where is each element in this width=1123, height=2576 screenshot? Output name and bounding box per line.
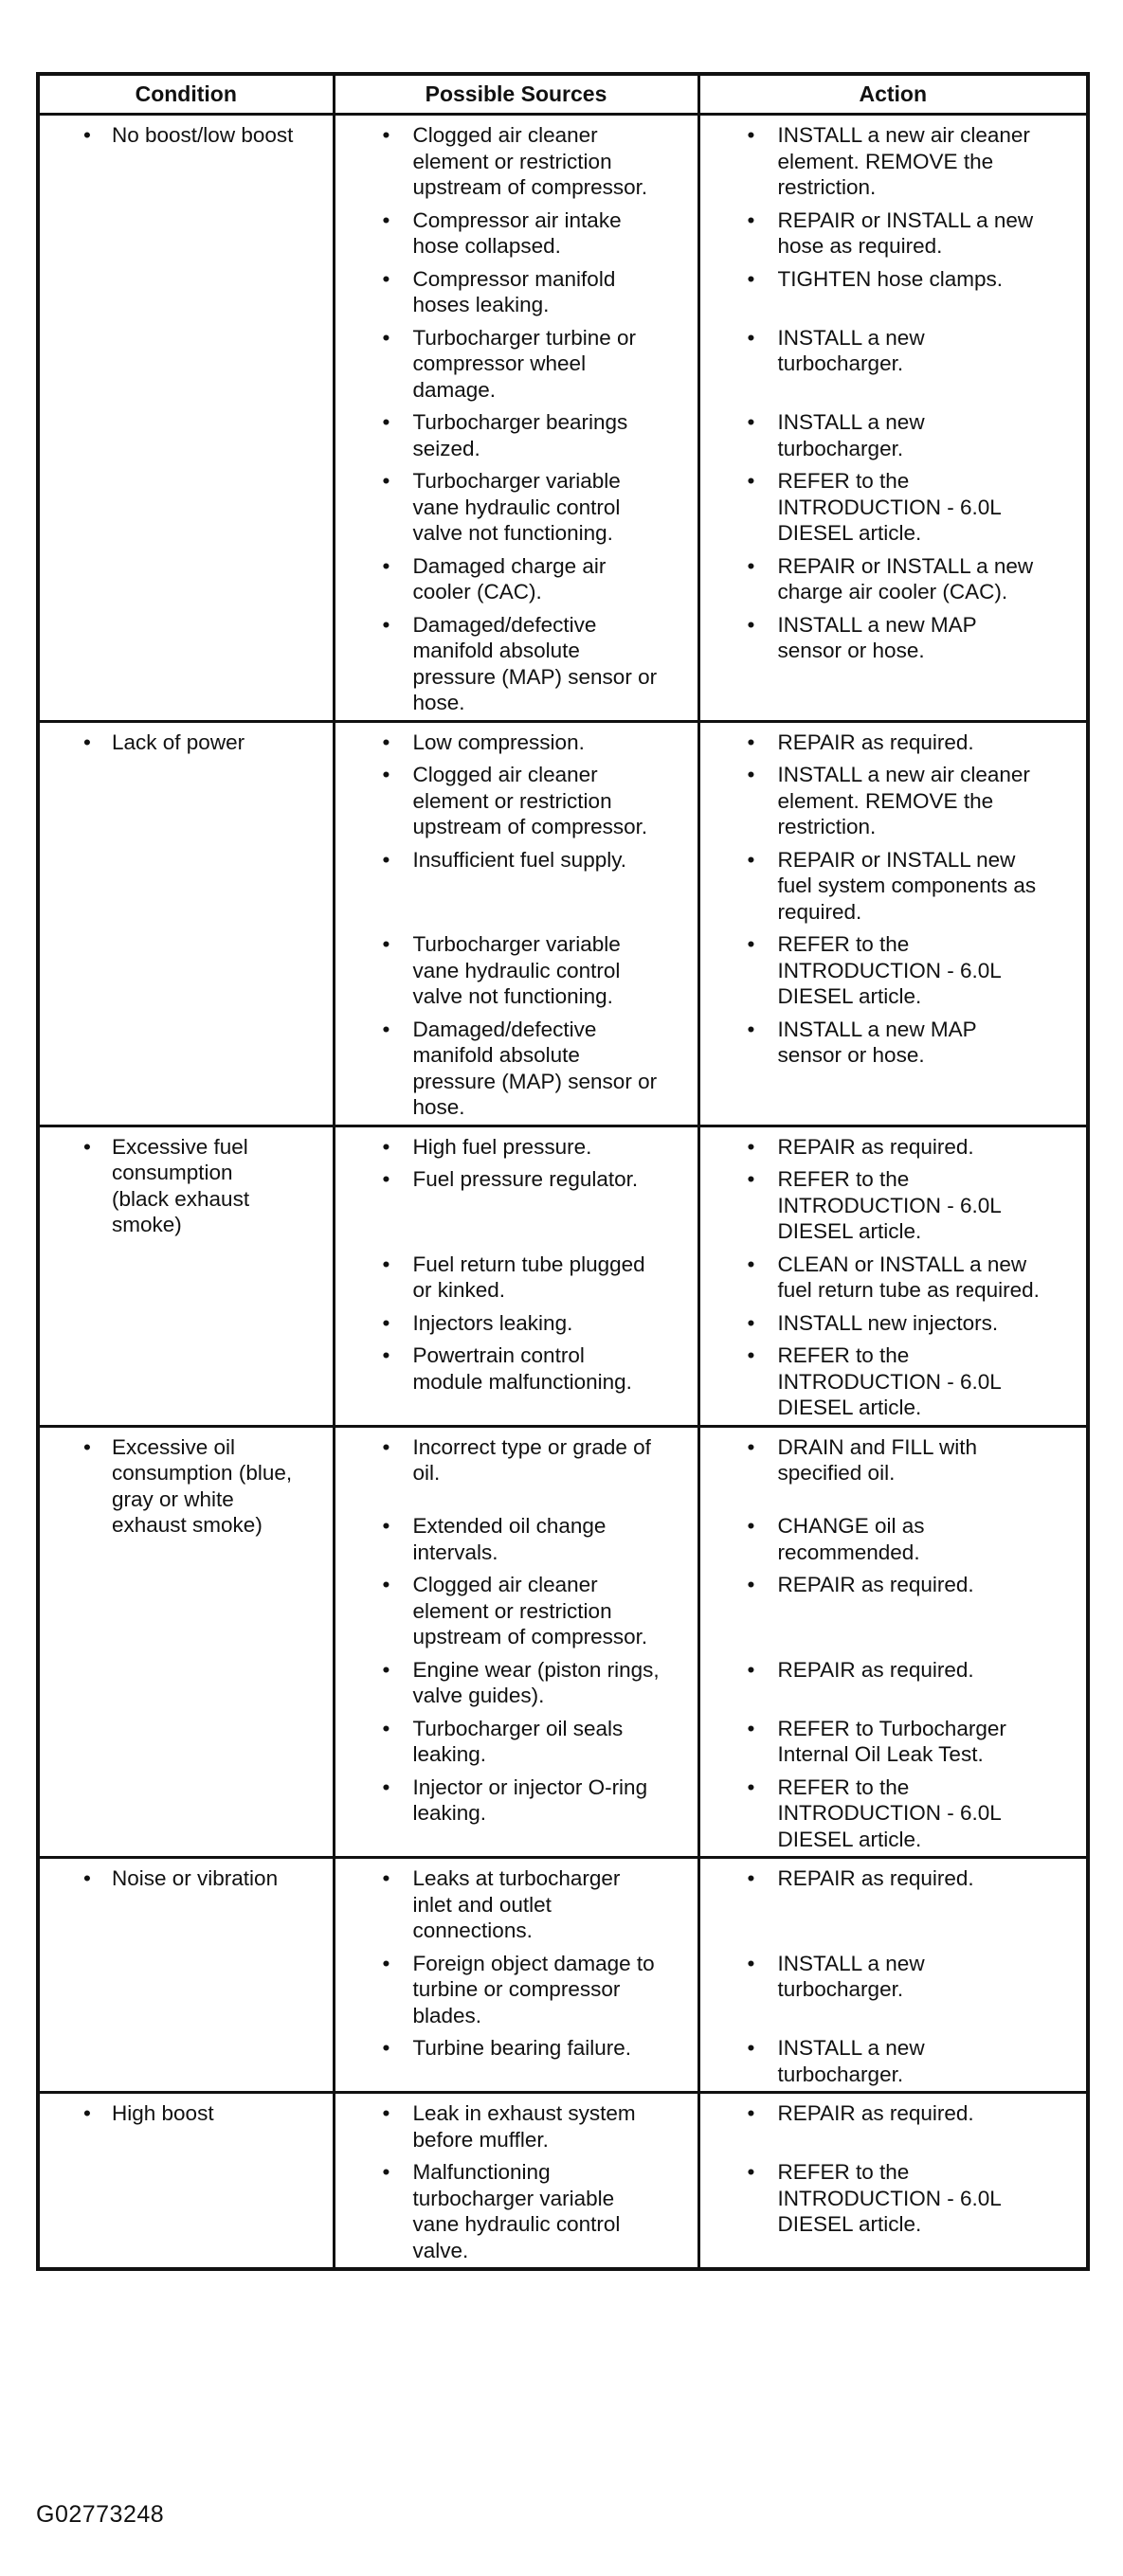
action-cell	[698, 1768, 1088, 1858]
action-cell	[698, 461, 1088, 547]
condition-text: • High boost	[40, 2100, 333, 2127]
table-row	[38, 1126, 1088, 1160]
source-cell	[334, 2028, 698, 2093]
source-text: • Injectors leaking.	[335, 1310, 697, 1337]
action-text: • REPAIR or INSTALL a new charge air cooler (CAC).	[700, 553, 1087, 605]
source-cell	[334, 1336, 698, 1426]
source-text: • Engine wear (piston rings, valve guides).	[335, 1657, 697, 1709]
source-text: • Compressor manifold hoses leaking.	[335, 266, 697, 318]
action-text: • REFER to the INTRODUCTION - 6.0L DIESEL article.	[700, 1166, 1087, 1245]
action-text: • REFER to the INTRODUCTION - 6.0L DIESEL article.	[700, 1774, 1087, 1853]
source-cell	[334, 1506, 698, 1565]
header-condition: Condition	[38, 74, 334, 115]
action-text: • REFER to the INTRODUCTION - 6.0L DIESEL article.	[700, 468, 1087, 547]
source-text: • Incorrect type or grade of oil.	[335, 1434, 697, 1486]
action-cell	[698, 403, 1088, 461]
action-cell	[698, 840, 1088, 926]
action-text: • REPAIR as required.	[700, 1572, 1087, 1598]
source-text: • Leak in exhaust system before muffler.	[335, 2100, 697, 2153]
action-text: • INSTALL a new MAP sensor or hose.	[700, 612, 1087, 664]
action-cell	[698, 1709, 1088, 1768]
action-text: • CLEAN or INSTALL a new fuel return tube as required.	[700, 1252, 1087, 1304]
action-cell	[698, 115, 1088, 201]
source-text: • Leaks at turbocharger inlet and outlet connections.	[335, 1865, 697, 1944]
action-text: • INSTALL a new turbocharger.	[700, 2035, 1087, 2087]
action-cell	[698, 1126, 1088, 1160]
source-cell	[334, 1944, 698, 2029]
source-cell	[334, 115, 698, 201]
source-text: • Turbocharger variable vane hydraulic control valve not functioning.	[335, 931, 697, 1010]
source-cell	[334, 925, 698, 1010]
condition-cell	[38, 1126, 334, 1426]
action-text: • REFER to Turbocharger Internal Oil Leak Test.	[700, 1716, 1087, 1768]
table-row	[38, 115, 1088, 201]
source-text: • Clogged air cleaner element or restriction upstream of compressor.	[335, 122, 697, 201]
source-text: • Extended oil change intervals.	[335, 1513, 697, 1565]
source-cell	[334, 1126, 698, 1160]
condition-text: • Lack of power	[40, 730, 333, 756]
source-text: • Clogged air cleaner element or restriction upstream of compressor.	[335, 1572, 697, 1650]
header-possible-sources: Possible Sources	[334, 74, 698, 115]
condition-cell	[38, 721, 334, 1126]
action-text: • REFER to the INTRODUCTION - 6.0L DIESEL article.	[700, 2159, 1087, 2238]
action-cell	[698, 925, 1088, 1010]
source-text: • Turbocharger bearings seized.	[335, 409, 697, 461]
source-cell	[334, 318, 698, 404]
action-cell	[698, 1245, 1088, 1304]
action-text: • INSTALL a new turbocharger.	[700, 1951, 1087, 2003]
action-text: • REFER to the INTRODUCTION - 6.0L DIESEL article.	[700, 1342, 1087, 1421]
source-cell	[334, 755, 698, 840]
source-text: • Fuel return tube plugged or kinked.	[335, 1252, 697, 1304]
action-cell	[698, 2093, 1088, 2153]
header-row	[38, 74, 1088, 115]
source-cell	[334, 1768, 698, 1858]
source-cell	[334, 2093, 698, 2153]
source-text: • Powertrain control module malfunctioning.	[335, 1342, 697, 1395]
action-cell	[698, 1304, 1088, 1337]
source-text: • Compressor air intake hose collapsed.	[335, 207, 697, 260]
source-text: • Turbocharger variable vane hydraulic control valve not functioning.	[335, 468, 697, 547]
action-text: • DRAIN and FILL with specified oil.	[700, 1434, 1087, 1486]
condition-text: • Excessive fuel consumption (black exhaust smoke)	[40, 1134, 333, 1238]
action-text: • REFER to the INTRODUCTION - 6.0L DIESEL article.	[700, 931, 1087, 1010]
source-cell	[334, 201, 698, 260]
action-cell	[698, 1506, 1088, 1565]
source-cell	[334, 2153, 698, 2269]
condition-cell	[38, 1858, 334, 2093]
action-text: • INSTALL a new turbocharger.	[700, 409, 1087, 461]
action-cell	[698, 721, 1088, 755]
action-text: • INSTALL a new turbocharger.	[700, 325, 1087, 377]
action-text: • INSTALL a new MAP sensor or hose.	[700, 1017, 1087, 1069]
action-text: • CHANGE oil as recommended.	[700, 1513, 1087, 1565]
table-body	[38, 115, 1088, 2270]
action-text: • REPAIR or INSTALL a new hose as required.	[700, 207, 1087, 260]
condition-text: • Excessive oil consumption (blue, gray or white exhaust smoke)	[40, 1434, 333, 1539]
source-text: • Foreign object damage to turbine or compressor blades.	[335, 1951, 697, 2029]
source-text: • Injector or injector O-ring leaking.	[335, 1774, 697, 1827]
source-cell	[334, 1010, 698, 1126]
action-text: • INSTALL a new air cleaner element. REMOVE the restriction.	[700, 762, 1087, 840]
source-cell	[334, 260, 698, 318]
action-cell	[698, 201, 1088, 260]
source-cell	[334, 547, 698, 605]
source-cell	[334, 1245, 698, 1304]
diagnosis-table	[36, 72, 1090, 2271]
source-text: • Turbocharger turbine or compressor wheel damage.	[335, 325, 697, 404]
table-row	[38, 721, 1088, 755]
action-cell	[698, 755, 1088, 840]
source-cell	[334, 1565, 698, 1650]
action-cell	[698, 260, 1088, 318]
action-text: • REPAIR as required.	[700, 1865, 1087, 1892]
action-cell	[698, 1426, 1088, 1506]
condition-text: • Noise or vibration	[40, 1865, 333, 1892]
source-text: • Turbocharger oil seals leaking.	[335, 1716, 697, 1768]
action-cell	[698, 547, 1088, 605]
condition-cell	[38, 115, 334, 722]
source-cell	[334, 1426, 698, 1506]
source-text: • High fuel pressure.	[335, 1134, 697, 1161]
table-row	[38, 1426, 1088, 1506]
action-text: • INSTALL a new air cleaner element. REMOVE the restriction.	[700, 122, 1087, 201]
action-text: • REPAIR as required.	[700, 1657, 1087, 1684]
source-text: • Damaged/defective manifold absolute pressure (MAP) sensor or hose.	[335, 1017, 697, 1121]
source-cell	[334, 403, 698, 461]
action-text: • REPAIR as required.	[700, 2100, 1087, 2127]
source-cell	[334, 1858, 698, 1944]
action-cell	[698, 1010, 1088, 1126]
action-cell	[698, 1650, 1088, 1709]
source-cell	[334, 605, 698, 722]
source-text: • Insufficient fuel supply.	[335, 847, 697, 874]
action-text: • REPAIR or INSTALL new fuel system components as required.	[700, 847, 1087, 926]
source-text: • Malfunctioning turbocharger variable vane hydraulic control valve.	[335, 2159, 697, 2263]
condition-cell	[38, 2093, 334, 2270]
table-row	[38, 2093, 1088, 2153]
condition-text: • No boost/low boost	[40, 122, 333, 149]
action-cell	[698, 1858, 1088, 1944]
action-cell	[698, 2028, 1088, 2093]
action-text: • REPAIR as required.	[700, 730, 1087, 756]
action-text: • INSTALL new injectors.	[700, 1310, 1087, 1337]
source-cell	[334, 1709, 698, 1768]
source-cell	[334, 461, 698, 547]
action-text: • TIGHTEN hose clamps.	[700, 266, 1087, 293]
source-cell	[334, 1304, 698, 1337]
source-text: • Damaged charge air cooler (CAC).	[335, 553, 697, 605]
source-text: • Damaged/defective manifold absolute pressure (MAP) sensor or hose.	[335, 612, 697, 716]
source-cell	[334, 1160, 698, 1245]
action-text: • REPAIR as required.	[700, 1134, 1087, 1161]
source-text: • Clogged air cleaner element or restriction upstream of compressor.	[335, 762, 697, 840]
table-row	[38, 1858, 1088, 1944]
action-cell	[698, 1944, 1088, 2029]
condition-cell	[38, 1426, 334, 1858]
source-cell	[334, 721, 698, 755]
action-cell	[698, 605, 1088, 722]
source-cell	[334, 1650, 698, 1709]
action-cell	[698, 318, 1088, 404]
source-cell	[334, 840, 698, 926]
action-cell	[698, 2153, 1088, 2269]
source-text: • Low compression.	[335, 730, 697, 756]
figure-code: G02773248	[36, 2501, 165, 2528]
source-text: • Turbine bearing failure.	[335, 2035, 697, 2062]
source-text: • Fuel pressure regulator.	[335, 1166, 697, 1193]
header-action: Action	[698, 74, 1088, 115]
action-cell	[698, 1565, 1088, 1650]
action-cell	[698, 1160, 1088, 1245]
action-cell	[698, 1336, 1088, 1426]
